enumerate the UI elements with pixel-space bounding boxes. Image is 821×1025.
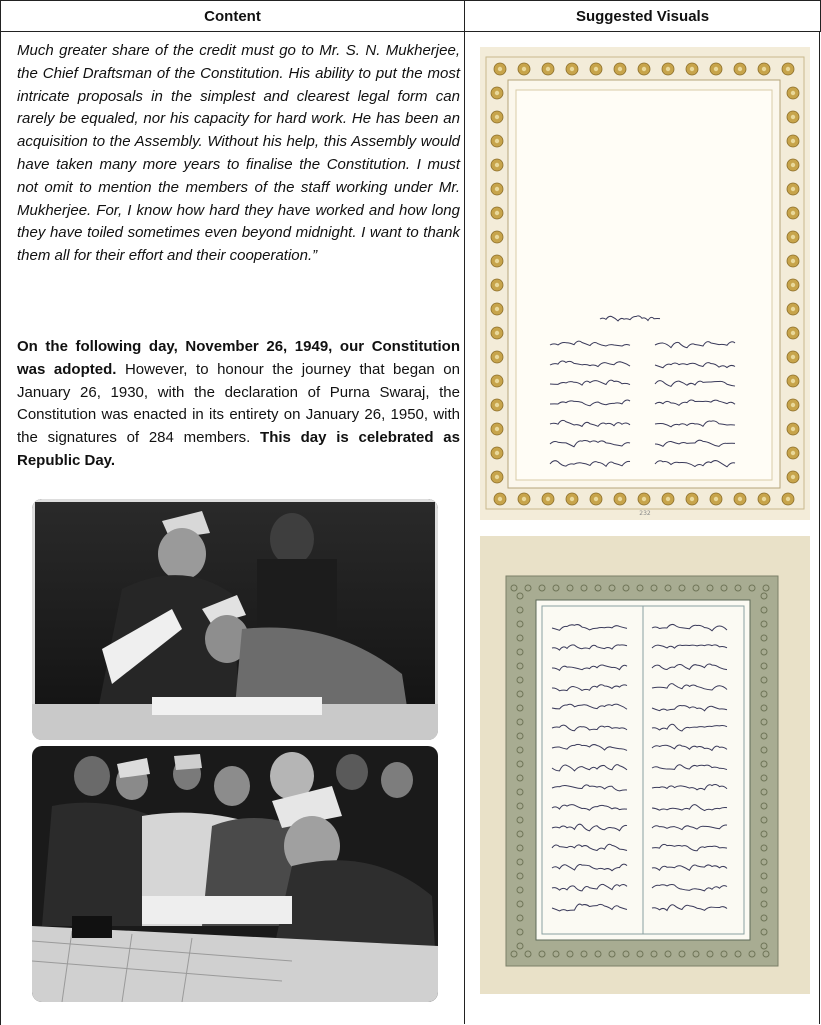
table-right-border (819, 31, 820, 1024)
constitution-signature-page-2 (480, 536, 810, 994)
signing-photo-nehru (32, 499, 438, 740)
adoption-lead-bold: On the following day, November 26, 1949, our Constitution was adopted. (17, 338, 460, 378)
visuals-column-header: Suggested Visuals (465, 1, 821, 32)
republic-day-bold: This day is celebrated as Republic Day. (17, 429, 460, 469)
signing-photo-group (32, 746, 438, 1002)
column-divider (464, 31, 465, 1024)
quote-text: Much greater share of the credit must go to Mr. S. N. Mukherjee, the Chief Draftsman of the Constitution. His ability to put the most intricate proposals in the simplest and clearest legal form can rarely be equaled, nor his capacity for hard work. He has been an acquisition to the Assembly. Without his help, this Assembly would have taken many more years to finalise the Constitution. I must not omit to mention the members of the staff working under Mr. Mukherjee. For, I know how hard they have worked and how long they have toiled sometimes even beyond midnight. I want to thank them all for their effort and their cooperation.” (17, 42, 460, 265)
adoption-paragraph (17, 336, 460, 473)
content-column-header: Content (1, 1, 465, 32)
adoption-body: However, to honour the journey that began on January 26, 1930, with the declaration of Purna Swaraj, the Constitution was enacted in its entirety on January 26, 1950, with the signatures of 284 members. (17, 360, 460, 447)
constitution-signature-page-1 (480, 47, 810, 520)
page-number: 232 (639, 510, 651, 517)
